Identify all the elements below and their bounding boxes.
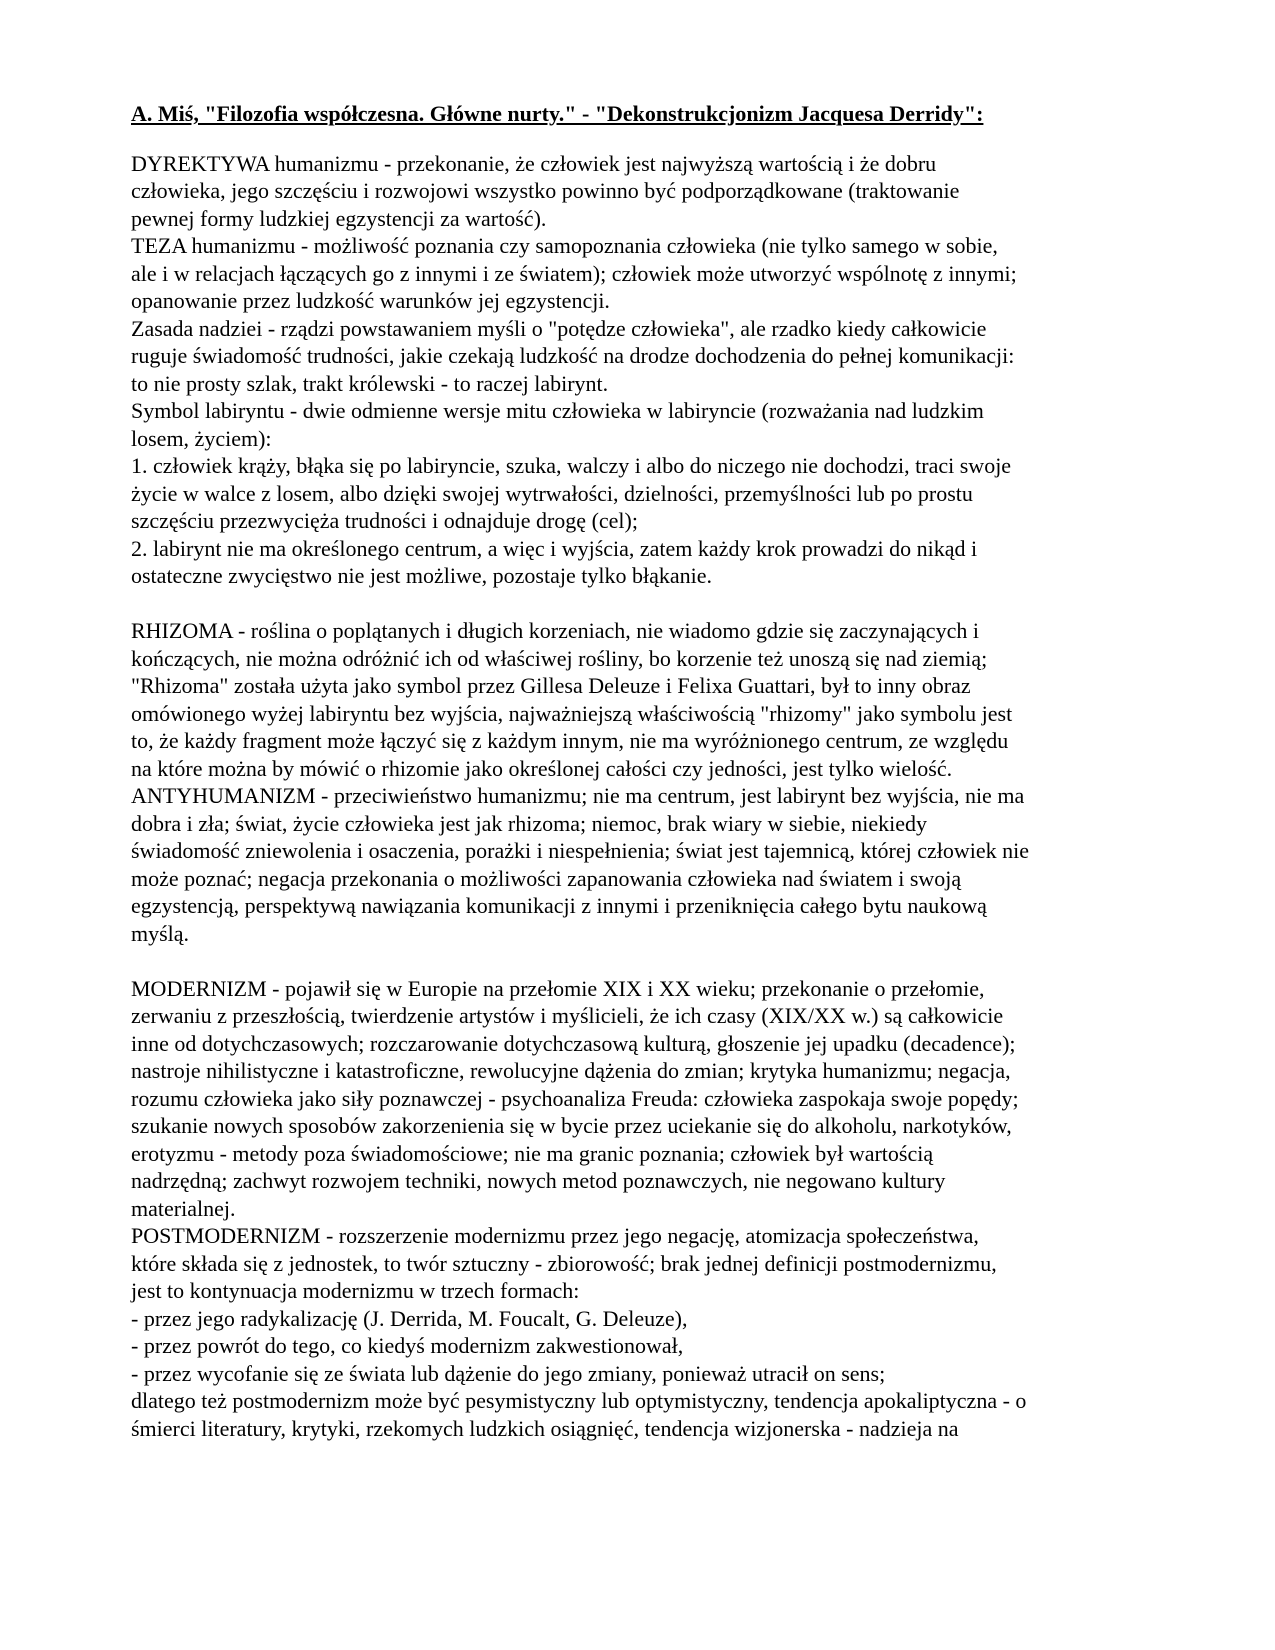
text-line: ANTYHUMANIZM - przeciwieństwo humanizmu; nie ma centrum, jest labirynt bez wyjścia, nie ma (131, 783, 1025, 808)
text-line: ruguje świadomość trudności, jakie czekają ludzkość na drodze dochodzenia do pełnej komunikacji: (131, 343, 1015, 368)
text-line: 2. labirynt nie ma określonego centrum, a więc i wyjścia, zatem każdy krok prowadzi do nikąd i (131, 535, 978, 561)
text-line: zerwaniu z przeszłością, twierdzenie artystów i myślicieli, że ich czasy (XIX/XX w.) są całkowicie (131, 1003, 1004, 1028)
text-line: - przez jego radykalizację (J. Derrida, M. Foucalt, G. Deleuze), (131, 1305, 688, 1331)
document-title: A. Miś, "Filozofia współczesna. Główne nurty." - "Dekonstrukcjonizm Jacquesa Derridy": (131, 101, 984, 126)
text-line: "Rhizoma" została użyta jako symbol przez Gillesa Deleuze i Felixa Guattari, był to inny obraz (131, 673, 971, 698)
text-line: szczęściu przezwycięża trudności i odnajduje drogę (cel); (131, 508, 638, 533)
text-line: śmierci literatury, krytyki, rzekomych ludzkich osiągnięć, tendencja wizjonerska - nadzieja na (131, 1415, 959, 1441)
text-line: dlatego też postmodernizm może być pesymistyczny lub optymistyczny, tendencja apokaliptyczna - o (131, 1388, 1027, 1413)
text-line: opanowanie przez ludzkość warunków jej egzystencji. (131, 288, 610, 313)
paragraph-gap (131, 947, 1151, 975)
text-line: POSTMODERNIZM - rozszerzenie modernizmu przez jego negację, atomizacja społeczeństwa, (131, 1223, 979, 1248)
document-page (131, 100, 1151, 1442)
document-body (131, 150, 1151, 1443)
text-line: TEZA humanizmu - możliwość poznania czy samopoznania człowieka (nie tylko samego w sobie, (131, 233, 998, 258)
text-line: - przez powrót do tego, co kiedyś modernizm zakwestionował, (131, 1333, 684, 1358)
text-line: to nie prosty szlak, trakt królewski - to raczej labirynt. (131, 370, 609, 396)
text-line: ostateczne zwycięstwo nie jest możliwe, pozostaje tylko błąkanie. (131, 563, 712, 588)
text-line: to, że każdy fragment może łączyć się z każdym innym, nie ma wyróżnionego centrum, ze względu (131, 728, 1009, 753)
text-line: Symbol labiryntu - dwie odmienne wersje mitu człowieka w labiryncie (rozważania nad ludzkim (131, 398, 984, 423)
text-line: może poznać; negacja przekonania o możliwości zapanowania człowieka nad światem i swoją (131, 865, 962, 891)
text-line: DYREKTYWA humanizmu - przekonanie, że człowiek jest najwyższą wartością i że dobru (131, 150, 937, 176)
text-line: myślą. (131, 920, 190, 946)
text-line: erotyzmu - metody poza świadomościowe; nie ma granic poznania; człowiek był wartością (131, 1140, 934, 1166)
text-line: które składa się z jednostek, to twór sztuczny - zbiorowość; brak jednej definicji postmodernizmu, (131, 1250, 997, 1276)
text-line: ale i w relacjach łączących go z innymi i ze światem); człowiek może utworzyć wspólnotę z innymi; (131, 260, 1017, 286)
text-line: nadrzędną; zachwyt rozwojem techniki, nowych metod poznawczych, nie negowano kultury (131, 1168, 946, 1193)
text-line: - przez wycofanie się ze świata lub dążenie do jego zmiany, ponieważ utracił on sens; (131, 1360, 886, 1386)
text-line: egzystencją, perspektywą nawiązania komunikacji z innymi i przeniknięcia całego bytu naukową (131, 893, 987, 918)
text-line: pewnej formy ludzkiej egzystencji za wartość). (131, 205, 547, 231)
text-line: na które można by mówić o rhizomie jako określonej całości czy jedności, jest tylko wielość. (131, 755, 953, 781)
text-line: omówionego wyżej labiryntu bez wyjścia, najważniejszą właściwością "rhizomy" jako symbolu jest (131, 700, 1013, 726)
text-line: jest to kontynuacja modernizmu w trzech formach: (131, 1278, 580, 1303)
text-line: dobra i zła; świat, życie człowieka jest jak rhizoma; niemoc, brak wiary w siebie, niekiedy (131, 810, 927, 836)
text-line: kończących, nie można odróżnić ich od właściwej rośliny, bo korzenie też unoszą się nad ziemią; (131, 645, 988, 671)
text-line: materialnej. (131, 1195, 236, 1221)
text-line: losem, życiem): (131, 425, 272, 451)
text-line: świadomość zniewolenia i osaczenia, porażki i niespełnienia; świat jest tajemnicą, której człowiek nie (131, 838, 1030, 863)
text-line: 1. człowiek krąży, błąka się po labiryncie, szuka, walczy i albo do niczego nie dochodzi, traci swoje (131, 453, 1012, 478)
text-line: rozumu człowieka jako siły poznawczej - psychoanaliza Freuda: człowieka zaspokaja swoje popędy; (131, 1085, 1019, 1111)
text-line: szukanie nowych sposobów zakorzenienia się w bycie przez uciekanie się do alkoholu, narkotyków, (131, 1113, 1012, 1138)
text-line: nastroje nihilistyczne i katastroficzne, rewolucyjne dążenia do zmian; krytyka humanizmu; negacja, (131, 1058, 1011, 1083)
text-line: życie w walce z losem, albo dzięki swojej wytrwałości, dzielności, przemyślności lub po prostu (131, 480, 973, 506)
text-line: człowieka, jego szczęściu i rozwojowi wszystko powinno być podporządkowane (traktowanie (131, 178, 960, 203)
text-line: RHIZOMA - roślina o poplątanych i długich korzeniach, nie wiadomo gdzie się zaczynających i (131, 618, 979, 643)
text-line: MODERNIZM - pojawił się w Europie na przełomie XIX i XX wieku; przekonanie o przełomie, (131, 975, 985, 1001)
text-line: inne od dotychczasowych; rozczarowanie dotychczasową kulturą, głoszenie jej upadku (decadence); (131, 1030, 1016, 1056)
paragraph-gap (131, 590, 1151, 618)
text-line: Zasada nadziei - rządzi powstawaniem myśli o "potędze człowieka", ale rzadko kiedy całkowicie (131, 315, 987, 341)
